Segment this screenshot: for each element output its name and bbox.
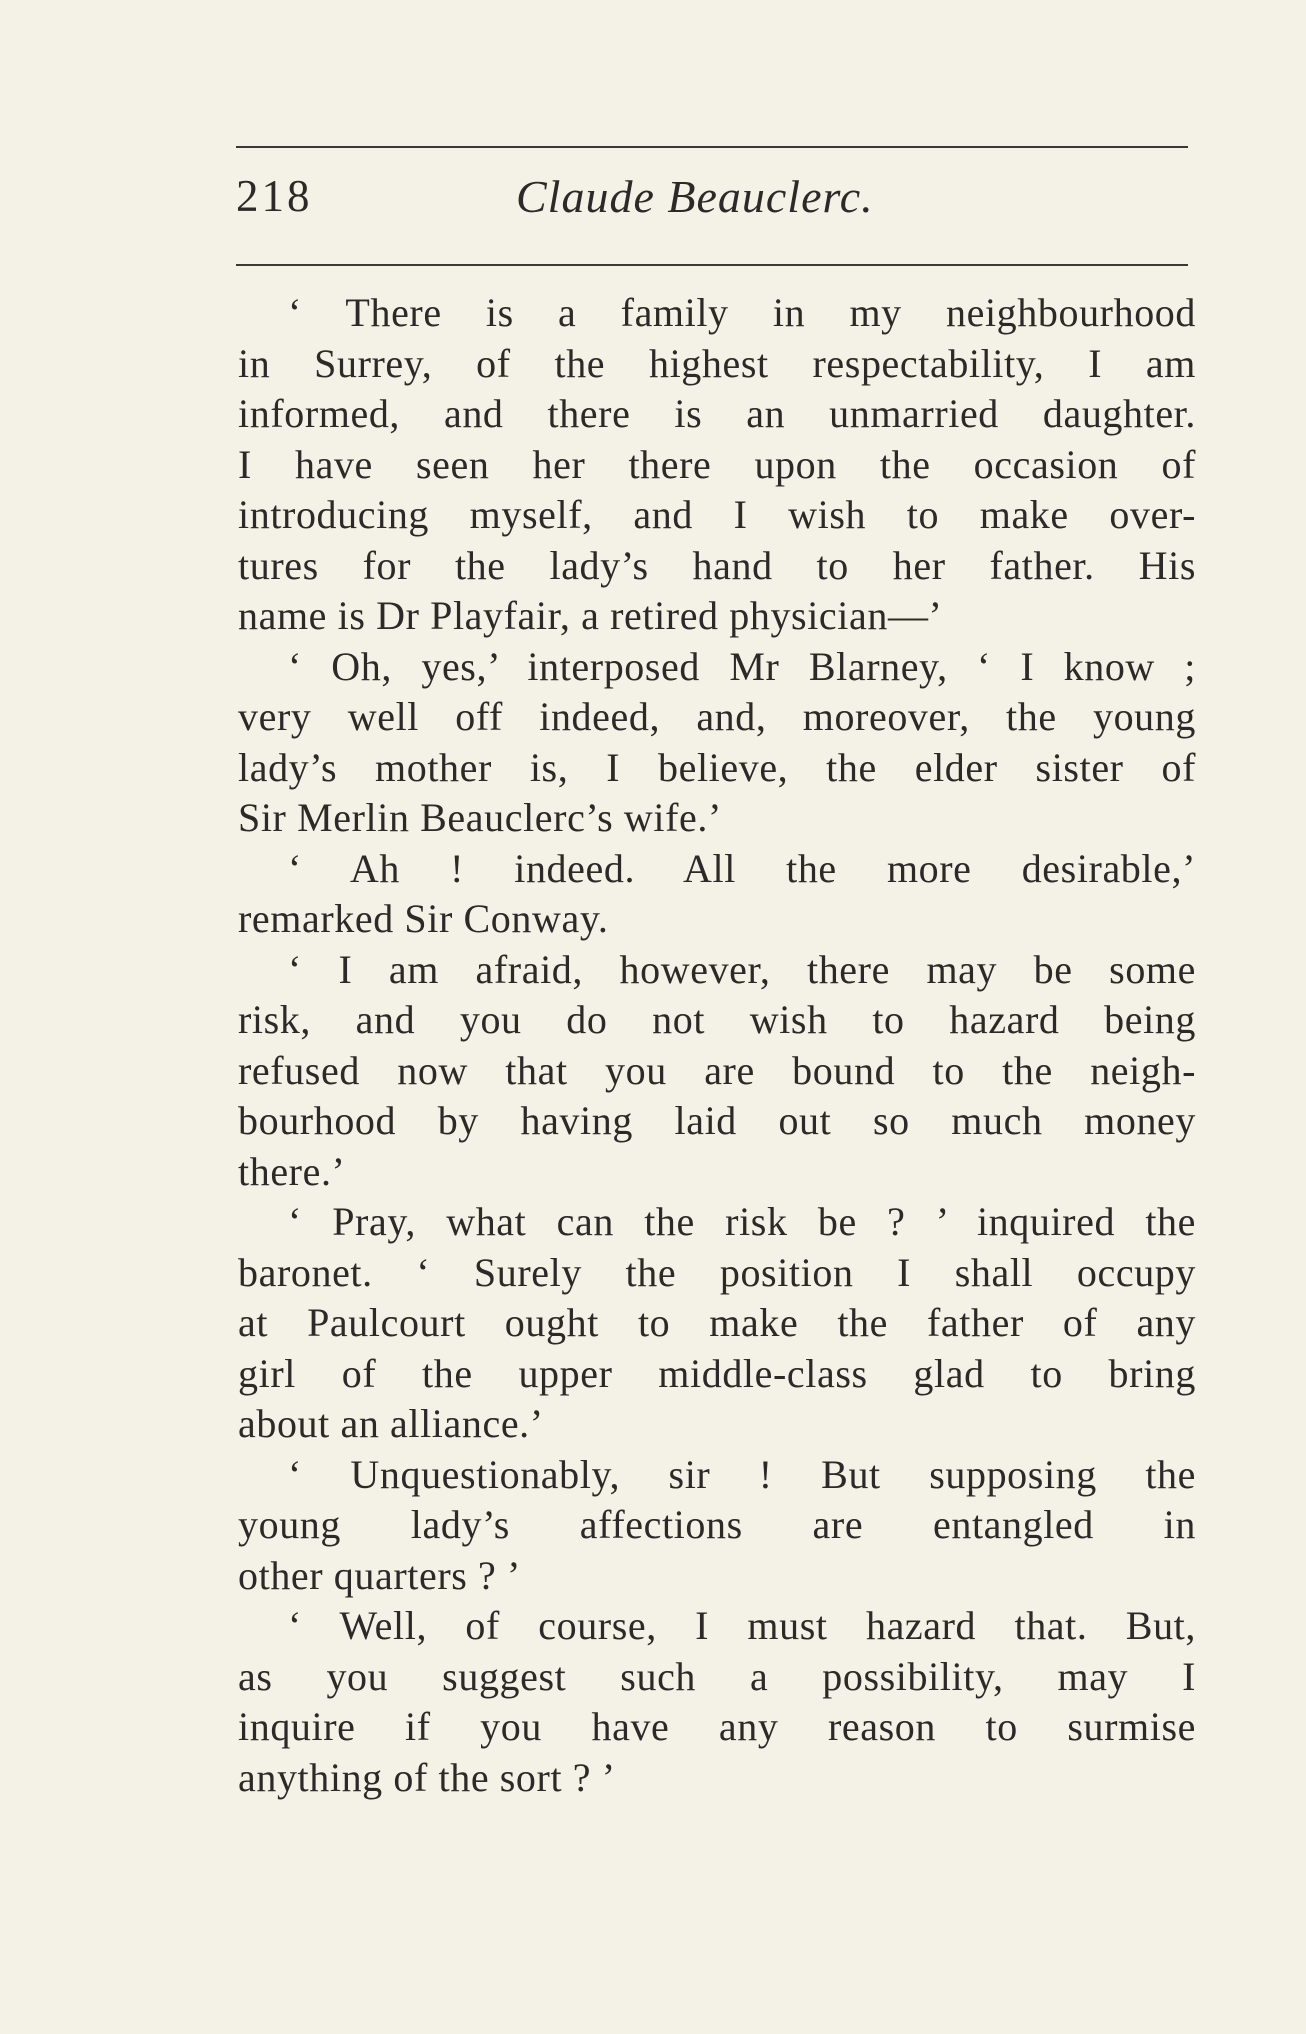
text-line: at Paulcourt ought to make the father of any — [238, 1300, 1196, 1345]
page-header — [236, 170, 1188, 240]
text-line: bourhood by having laid out so much money — [238, 1098, 1196, 1143]
text-line: as you suggest such a possibility, may I — [238, 1653, 1196, 1699]
text-line: girl of the upper middle-class glad to bring — [238, 1350, 1196, 1396]
page-number: 218 — [236, 171, 313, 221]
text-line: tures for the lady’s hand to her father. His — [238, 542, 1196, 588]
header-bottom-rule — [236, 264, 1188, 266]
text-line: inquire if you have any reason to surmise — [238, 1704, 1196, 1749]
text-line: I have seen her there upon the occasion of — [238, 441, 1196, 487]
text-line: ‘ Pray, what can the risk be ? ’ inquired the — [288, 1199, 1196, 1244]
text-line: in Surrey, of the highest respectability, I am — [238, 340, 1196, 386]
text-line: ‘ Unquestionably, sir ! But supposing the — [288, 1451, 1196, 1497]
text-line: very well off indeed, and, moreover, the young — [238, 694, 1196, 739]
body-text — [238, 288, 1196, 1803]
text-line: there.’ — [238, 1148, 346, 1194]
text-line: young lady’s affections are entangled in — [238, 1502, 1196, 1547]
text-line: ‘ Well, of course, I must hazard that. But, — [288, 1603, 1196, 1648]
header-top-rule — [236, 146, 1188, 148]
text-line: other quarters ? ’ — [238, 1552, 521, 1598]
text-line: ‘ Ah ! indeed. All the more desirable,’ — [288, 845, 1196, 891]
text-line: refused now that you are bound to the neigh- — [238, 1047, 1196, 1093]
running-title: Claude Beauclerc. — [516, 171, 874, 222]
text-line: baronet. ‘ Surely the position I shall occupy — [238, 1249, 1196, 1295]
text-line: remarked Sir Conway. — [238, 896, 609, 941]
text-line: Sir Merlin Beauclerc’s wife.’ — [238, 795, 722, 840]
text-line: lady’s mother is, I believe, the elder sister of — [238, 744, 1196, 790]
text-line: ‘ I am afraid, however, there may be some — [288, 946, 1196, 992]
text-line: informed, and there is an unmarried daughter. — [238, 391, 1196, 436]
text-line: introducing myself, and I wish to make over- — [238, 492, 1196, 537]
text-line: anything of the sort ? ’ — [238, 1754, 616, 1800]
text-line: name is Dr Playfair, a retired physician—’ — [238, 593, 943, 638]
text-line: about an alliance.’ — [238, 1401, 544, 1446]
text-line: ‘ There is a family in my neighbourhood — [288, 290, 1196, 335]
text-line: risk, and you do not wish to hazard being — [238, 997, 1196, 1042]
text-line: ‘ Oh, yes,’ interposed Mr Blarney, ‘ I know ; — [288, 643, 1196, 689]
